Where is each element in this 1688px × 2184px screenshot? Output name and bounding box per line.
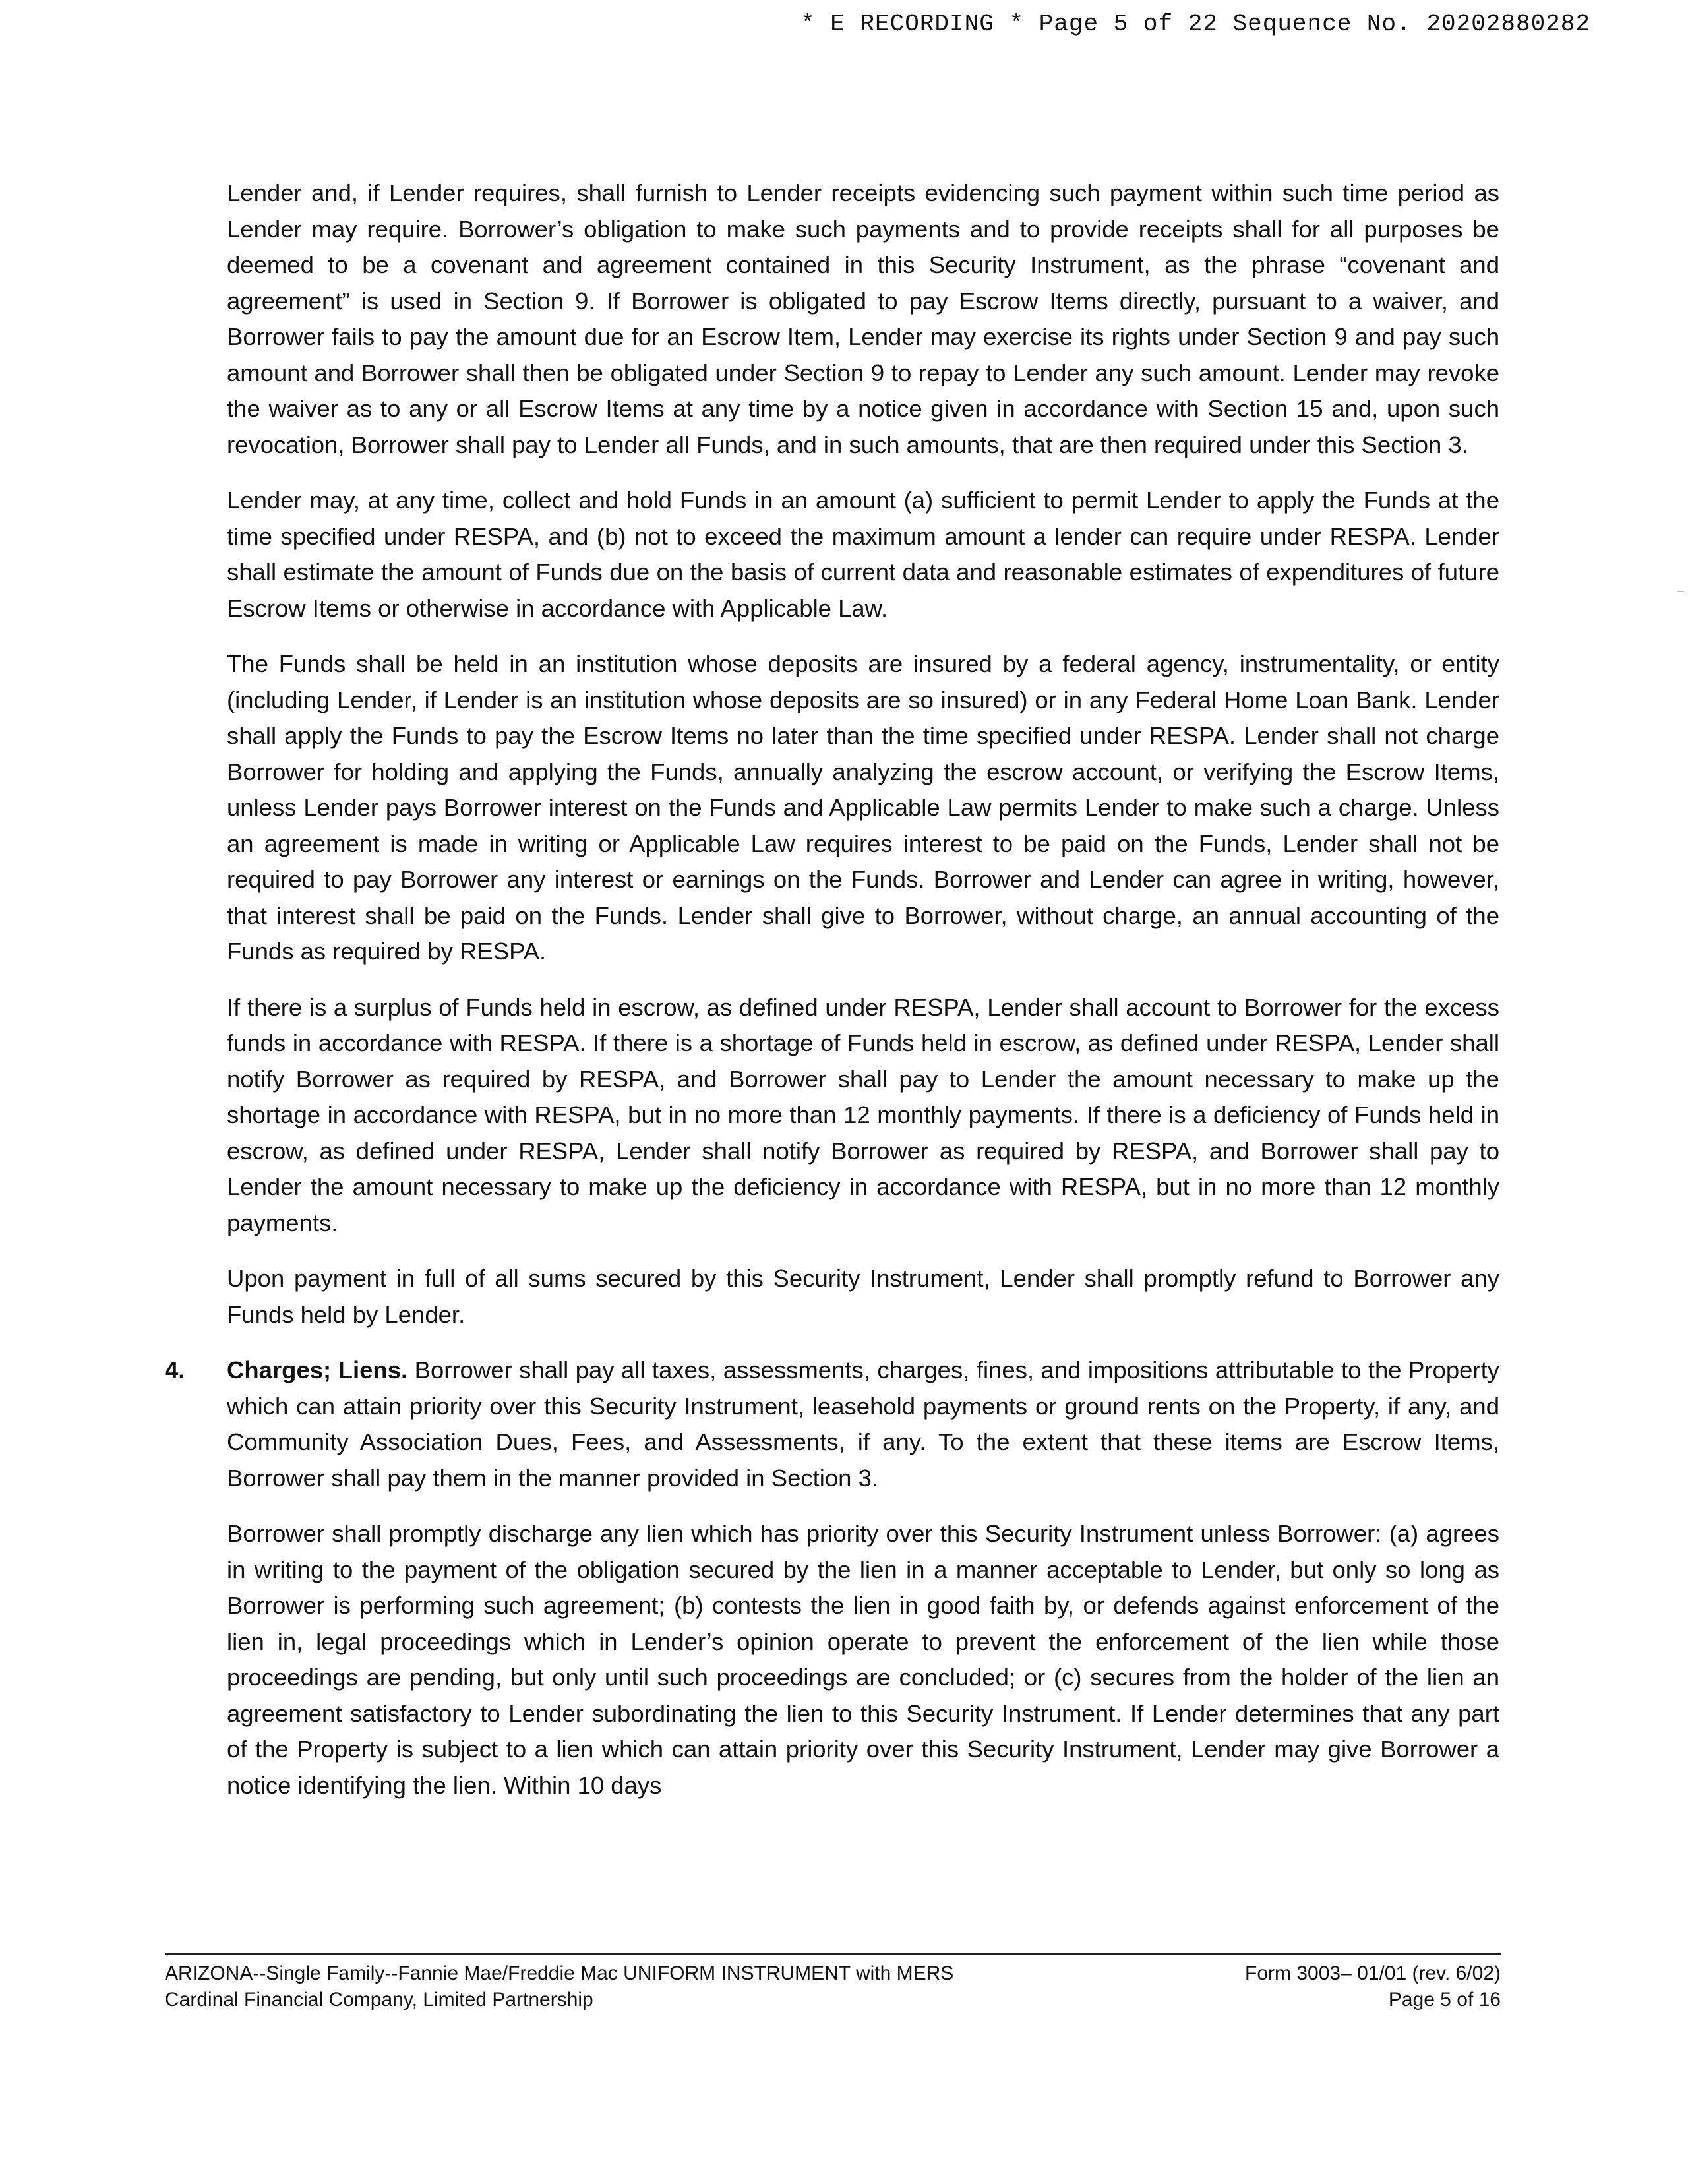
footer-form-title: ARIZONA--Single Family--Fannie Mae/Freddie Mac UNIFORM INSTRUMENT with MERS [165, 1962, 954, 1984]
document-body [165, 175, 1499, 1823]
paragraph-collect-funds: Lender may, at any time, collect and hold Funds in an amount (a) sufficient to permit Lender to apply the Funds at the time specified under RESPA, and (b) not to exceed the maximum amount a lender can require under RESPA. Lender shall estimate the amount of Funds due on the basis of current data and reasonable estimates of expenditures of future Escrow Items or otherwise in accordance with Applicable Law. [227, 487, 1499, 622]
footer-lender-name: Cardinal Financial Company, Limited Partnership [165, 1989, 593, 2011]
paragraph-funds-held: The Funds shall be held in an institution whose deposits are insured by a federal agency, instrumentality, or entity (including Lender, if Lender is an institution whose deposits are so insured) or in any Federal Home Loan Bank. Lender shall apply the Funds to pay the Escrow Items no later than the time specified under RESPA. Lender shall not charge Borrower for holding and applying the Funds, annually analyzing the escrow account, or verifying the Escrow Items, unless Lender pays Borrower interest on the Funds and Applicable Law permits Lender to make such a charge. Unless an agreement is made in writing or Applicable Law requires interest to be paid on the Funds, Lender shall not be required to pay Borrower any interest or earnings on the Funds. Borrower and Lender can agree in writing, however, that interest shall be paid on the Funds. Lender shall give to Borrower, without charge, an annual accounting of the Funds as required by RESPA. [227, 650, 1499, 965]
paragraph-discharge-lien: Borrower shall promptly discharge any lien which has priority over this Security Instrument unless Borrower: (a) agrees in writing to the payment of the obligation secured by the lien in a manner acceptable to Lender, but only so long as Borrower is performing such agreement; (b) contests the lien in good faith by, or defends against enforcement of the lien in, legal proceedings which in Lender’s opinion operate to prevent the enforcement of the lien while those proceedings are pending, but only until such proceedings are concluded; or (c) secures from the holder of the lien an agreement satisfactory to Lender subordinating the lien to this Security Instrument. If Lender determines that any part of the Property is subject to a lien which can attain priority over this Security Instrument, Lender may give Borrower a notice identifying the lien. Within 10 days [227, 1520, 1499, 1799]
footer-right [1245, 1960, 1501, 2013]
section-title: Charges; Liens. [227, 1356, 408, 1383]
footer-left [165, 1960, 953, 2013]
section-number: 4. [165, 1356, 185, 1383]
scan-margin-mark [1677, 591, 1684, 592]
section-text: Borrower shall pay all taxes, assessments, charges, fines, and impositions attributable to the Property which can attain priority over this Security Instrument, leasehold payments or ground rents on the Property, if any, and Community Association Dues, Fees, and Assessments, if any. To the extent that these items are Escrow Items, Borrower shall pay them in the manner provided in Section 3. [227, 1356, 1499, 1492]
recording-header: * E RECORDING * Page 5 of 22 Sequence No. 20202880282 [800, 11, 1590, 38]
section-4-charges-liens [165, 1352, 1499, 1496]
paragraph-surplus-shortage: If there is a surplus of Funds held in escrow, as defined under RESPA, Lender shall account to Borrower for the excess funds in accordance with RESPA. If there is a shortage of Funds held in escrow, as defined under RESPA, Lender shall notify Borrower as required by RESPA, and Borrower shall pay to Lender the amount necessary to make up the shortage in accordance with RESPA, but in no more than 12 monthly payments. If there is a deficiency of Funds held in escrow, as defined under RESPA, Lender shall notify Borrower as required by RESPA, and Borrower shall pay to Lender the amount necessary to make up the deficiency in accordance with RESPA, but in no more than 12 monthly payments. [227, 993, 1499, 1236]
footer-form-number: Form 3003– 01/01 (rev. 6/02) [1245, 1962, 1501, 1984]
paragraph-refund: Upon payment in full of all sums secured by this Security Instrument, Lender shall promptly refund to Borrower any Funds held by Lender. [227, 1265, 1499, 1328]
footer-page-number: Page 5 of 16 [1388, 1989, 1501, 2011]
paragraph-escrow-waiver: Lender and, if Lender requires, shall furnish to Lender receipts evidencing such payment within such time period as Lender may require. Borrower’s obligation to make such payments and to provide receipts shall for all purposes be deemed to be a covenant and agreement contained in this Security Instrument, as the phrase “covenant and agreement” is used in Section 9. If Borrower is obligated to pay Escrow Items directly, pursuant to a waiver, and Borrower fails to pay the amount due for an Escrow Item, Lender may exercise its rights under Section 9 and pay such amount and Borrower shall then be obligated under Section 9 to repay to Lender any such amount. Lender may revoke the waiver as to any or all Escrow Items at any time by a notice given in accordance with Section 15 and, upon such revocation, Borrower shall pay to Lender all Funds, and in such amounts, that are then required under this Section 3. [227, 179, 1499, 458]
page-footer [165, 1953, 1501, 2013]
